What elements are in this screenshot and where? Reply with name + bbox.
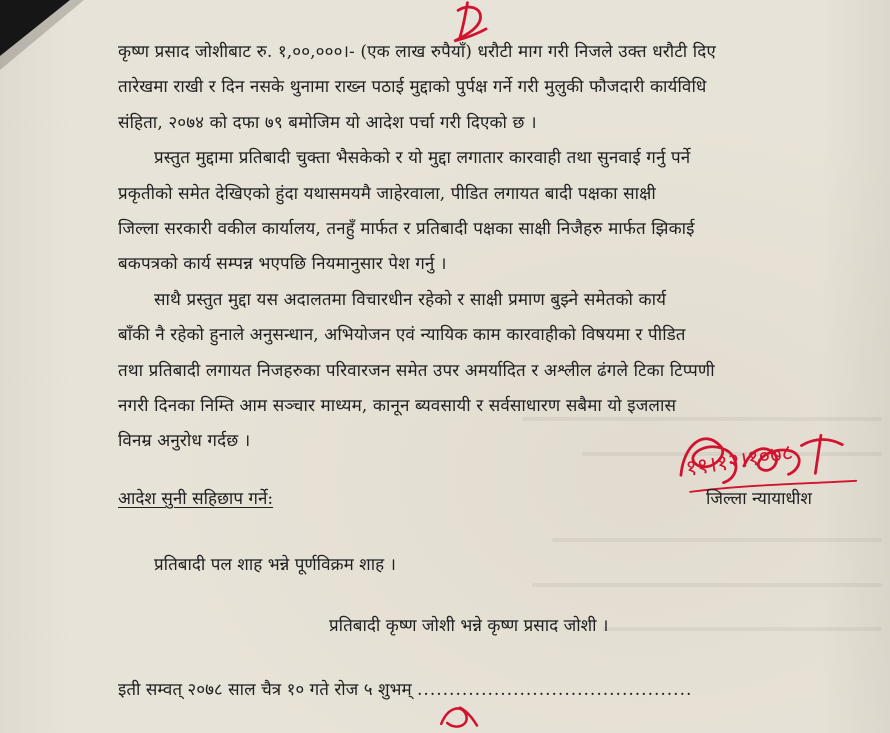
order-received-label [118, 487, 273, 511]
bleed-through-mark [552, 538, 882, 542]
body-line: संहिता, २०७४ को दफा ७९ बमोजिम यो आदेश पर्चा गरी दिएको छ । [118, 112, 537, 133]
bleed-through-mark [532, 583, 882, 587]
order-received-text: आदेश सुनी सहिछाप गर्ने: [118, 489, 274, 509]
body-line: साथै प्रस्तुत मुद्दा यस अदालतमा विचारधीन रहेको र साक्षी प्रमाण बुझ्ने समेतको कार्य [154, 289, 667, 310]
body-line: तथा प्रतिबादी लगायत निजहरुका परिवारजन समेत उपर अमर्यादित र अश्लील ढंगले टिका टिप्पणी [118, 360, 715, 381]
body-line: तारेखमा राखी र दिन नसके थुनामा राख्न पठाई मुद्दाको पुर्पक्ष गर्ने गरी मुलुकी फौजदारी कार्यविधि [118, 77, 707, 98]
body-line: प्रकृतीको समेत देखिएको हुंदा यथासमयमै जाहेरवाला, पीडित लगायत बादी पक्षका साक्षी [118, 183, 656, 204]
defendant-line-1: प्रतिबादी पल शाह भन्ने पूर्णविक्रम शाह । [154, 555, 396, 575]
body-line: विनम्र अनुरोध गर्दछ । [118, 431, 251, 452]
date-line [118, 678, 692, 702]
order-body-text [118, 35, 860, 460]
defendant-line-2: प्रतिबादी कृष्ण जोशी भन्ने कृष्ण प्रसाद जोशी । [329, 616, 609, 636]
initial-mark-bottom-stroke [441, 708, 477, 727]
signature-date: ११।१२।१०७८ [683, 440, 795, 482]
body-line: प्रस्तुत मुद्दामा प्रतिबादी चुक्ता भैसकेको र यो मुद्दा लगातार कारवाही तथा सुनवाई गर्नु पर्ने [154, 148, 691, 169]
body-line: बकपत्रको कार्य सम्पन्न भएपछि नियमानुसार पेश गर्नु । [118, 254, 447, 275]
body-line: नगरी दिनका निम्ति आम सञ्चार माध्यम, कानून ब्यवसायी र सर्वसाधारण सबैमा यो इजलास [118, 396, 677, 417]
judge-title: जिल्ला न्यायाधीश [706, 489, 812, 509]
date-line-text: इती सम्वत् २०७८ साल चैत्र १० गते रोज ५ शुभम् [118, 680, 412, 700]
body-line: जिल्ला सरकारी वकील कार्यालय, तनहुँ मार्फत र प्रतिबादी पक्षका साक्षी निजैहरु मार्फत झिकाई [118, 219, 695, 240]
body-line: बाँकी नै रहेको हुनाले अनुसन्धान, अभियोजन एवं न्यायिक काम कारवाहीको विषयमा र पीडित [118, 325, 686, 346]
bleed-through-mark [602, 627, 882, 631]
date-line-dots: ........................................... [417, 680, 693, 700]
body-line: कृष्ण प्रसाद जोशीबाट रु. १,००,०००।- (एक लाख रुपैयाँ) धरौटी माग गरी निजले उक्त धरौटी दिए [118, 42, 716, 62]
initial-mark-bottom [430, 700, 495, 733]
